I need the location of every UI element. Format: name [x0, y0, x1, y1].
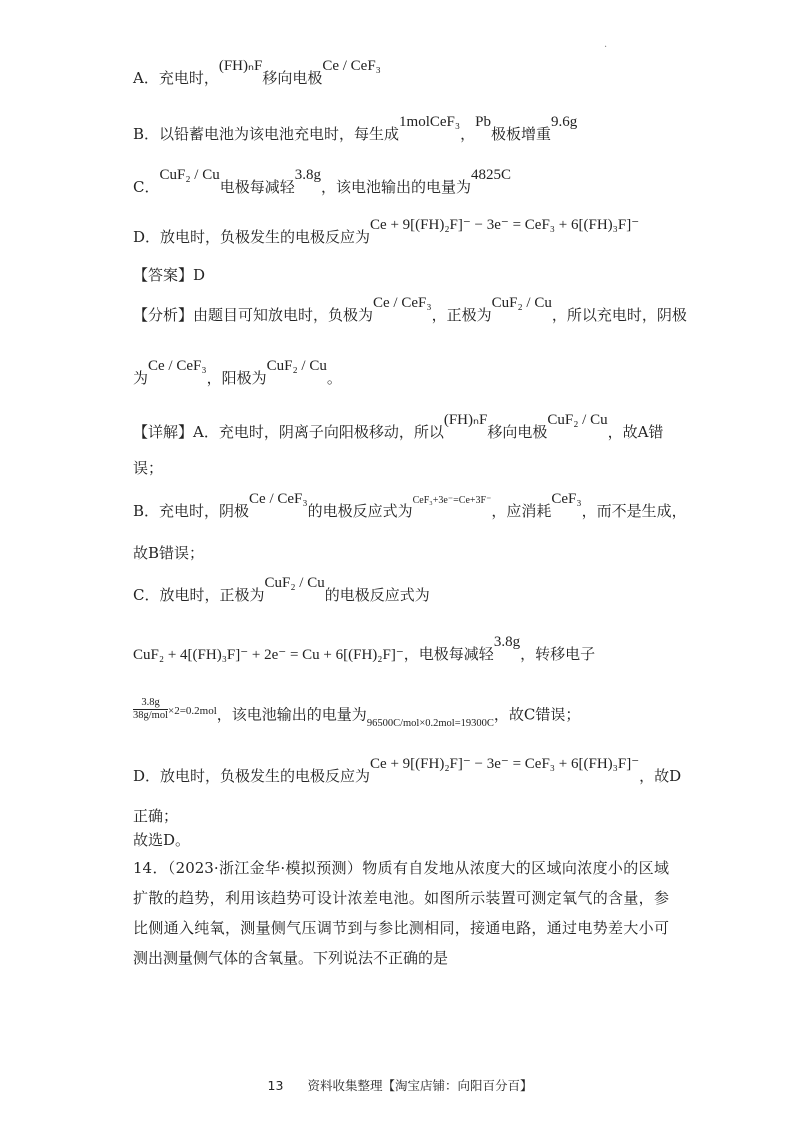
- option-c: [133, 167, 512, 198]
- fraction-numerator: 3.8g: [133, 697, 168, 710]
- formula: CuF₂ / Cu: [159, 167, 220, 183]
- question-14: 14．（2023·浙江金华·模拟预测）物质有自发地从浓度大的区域向浓度小的区域扩散的趋势，利用该趋势可设计浓差电池。如图所示装置可测定氧气的含量，参比侧通入纯氧，测量侧气压调节到与参比测相同，接通电路，通过电势差大小可测出测量侧气体的含氧量。下列说法不正确的是: [133, 859, 669, 967]
- text: ，阳极为: [206, 369, 267, 387]
- text: ，电极每减轻: [403, 645, 494, 663]
- fraction: [133, 697, 168, 722]
- detail-d-line-2: 正确；: [133, 807, 179, 825]
- formula: CeF₃: [551, 491, 582, 507]
- text: C．: [133, 178, 160, 196]
- page-footer: [0, 1076, 800, 1094]
- analysis-line-1: [133, 295, 687, 326]
- formula: ×2=0.2mol: [168, 704, 217, 717]
- equation: CuF₂ + 4[(FH)₃F]⁻ + 2e⁻ = Cu + 6[(FH)₂F]⁻: [133, 647, 404, 663]
- formula: CeF₃+3e⁻=Ce+3F⁻: [412, 495, 492, 506]
- formula: Ce / CeF₃: [148, 358, 207, 374]
- text: ，正极为: [431, 306, 492, 324]
- text: ，转移电子: [520, 645, 596, 663]
- text: 【分析】由题目可知放电时，负极为: [133, 306, 374, 324]
- text: ，而不是生成，: [581, 502, 687, 520]
- option-d: [133, 217, 640, 248]
- detail-c-line-3: [133, 697, 581, 729]
- text: D．放电时，负极发生的电极反应为: [133, 228, 371, 246]
- formula: Ce / CeF₃: [373, 295, 432, 311]
- formula: (FH)ₙF: [443, 412, 488, 428]
- text: 移向电极: [262, 69, 323, 87]
- text: ，故C错误；: [493, 705, 581, 724]
- formula: Ce / CeF₃: [249, 491, 308, 507]
- text: ，该电池输出的电量为: [216, 705, 367, 724]
- formula: CuF₂ / Cu: [491, 295, 552, 311]
- detail-b-line-1: [133, 491, 687, 524]
- text: ，: [460, 125, 476, 143]
- text: A．充电时，: [133, 69, 219, 87]
- formula: CuF₂ / Cu: [547, 412, 608, 428]
- text: ，故A错: [607, 423, 664, 441]
- detail-a-line-1: [133, 412, 664, 443]
- text: 的电极反应式为: [307, 502, 413, 520]
- text: 移向电极: [487, 423, 548, 441]
- formula: Pb: [475, 114, 491, 130]
- option-a: [133, 58, 381, 89]
- formula: 3.8g: [493, 634, 521, 650]
- footer-text: 资料收集整理【淘宝店铺：向阳百分百】: [307, 1078, 533, 1093]
- text: B．充电时，阴极: [133, 502, 250, 520]
- formula: (FH)ₙF: [218, 58, 263, 74]
- fraction-denominator: 38g/mol: [133, 710, 169, 721]
- detail-c-line-1: [133, 575, 430, 606]
- equation: Ce + 9[(FH)₂F]⁻ − 3e⁻ = CeF₃ + 6[(FH)₃F]⁻: [370, 217, 640, 233]
- formula: 3.8g: [294, 167, 321, 183]
- text: B．以铅蓄电池为该电池充电时，每生成: [133, 125, 400, 143]
- answer: 【答案】D: [133, 266, 206, 284]
- formula: Ce / CeF₃: [322, 58, 381, 74]
- formula: 9.6g: [550, 114, 578, 130]
- analysis-line-2: [133, 358, 342, 389]
- text: 为: [133, 369, 149, 387]
- formula: 96500C/mol×0.2mol=19300C: [366, 717, 494, 729]
- detail-b-line-2: 故B错误；: [133, 544, 205, 562]
- detail-a-line-2: 误；: [133, 459, 164, 477]
- choose-answer: 故选D。: [133, 831, 191, 849]
- text: 极板增重: [490, 125, 551, 143]
- detail-d-line-1: [133, 756, 682, 787]
- text: 【详解】A．充电时，阴离子向阳极移动，所以: [133, 423, 444, 441]
- text: 电极每减轻: [219, 178, 295, 196]
- formula: CuF₂ / Cu: [264, 575, 325, 591]
- option-b: [133, 114, 578, 145]
- text: ，该电池输出的电量为: [321, 178, 472, 196]
- text: ，故D: [639, 767, 682, 785]
- detail-c-line-2: [133, 634, 596, 665]
- text: C．放电时，正极为: [133, 586, 265, 604]
- formula: 1molCeF₃: [399, 114, 461, 130]
- text: 。: [326, 369, 342, 387]
- formula: CuF₂ / Cu: [266, 358, 327, 374]
- text: ，应消耗: [491, 502, 552, 520]
- stray-dot: ·: [604, 42, 608, 53]
- text: 的电极反应式为: [324, 586, 430, 604]
- text: ，所以充电时，阴极: [551, 306, 687, 324]
- page-number: 13: [267, 1078, 284, 1093]
- formula: 4825C: [471, 167, 512, 183]
- equation: Ce + 9[(FH)₂F]⁻ − 3e⁻ = CeF₃ + 6[(FH)₃F]⁻: [370, 756, 640, 772]
- text: D．放电时，负极发生的电极反应为: [133, 767, 371, 785]
